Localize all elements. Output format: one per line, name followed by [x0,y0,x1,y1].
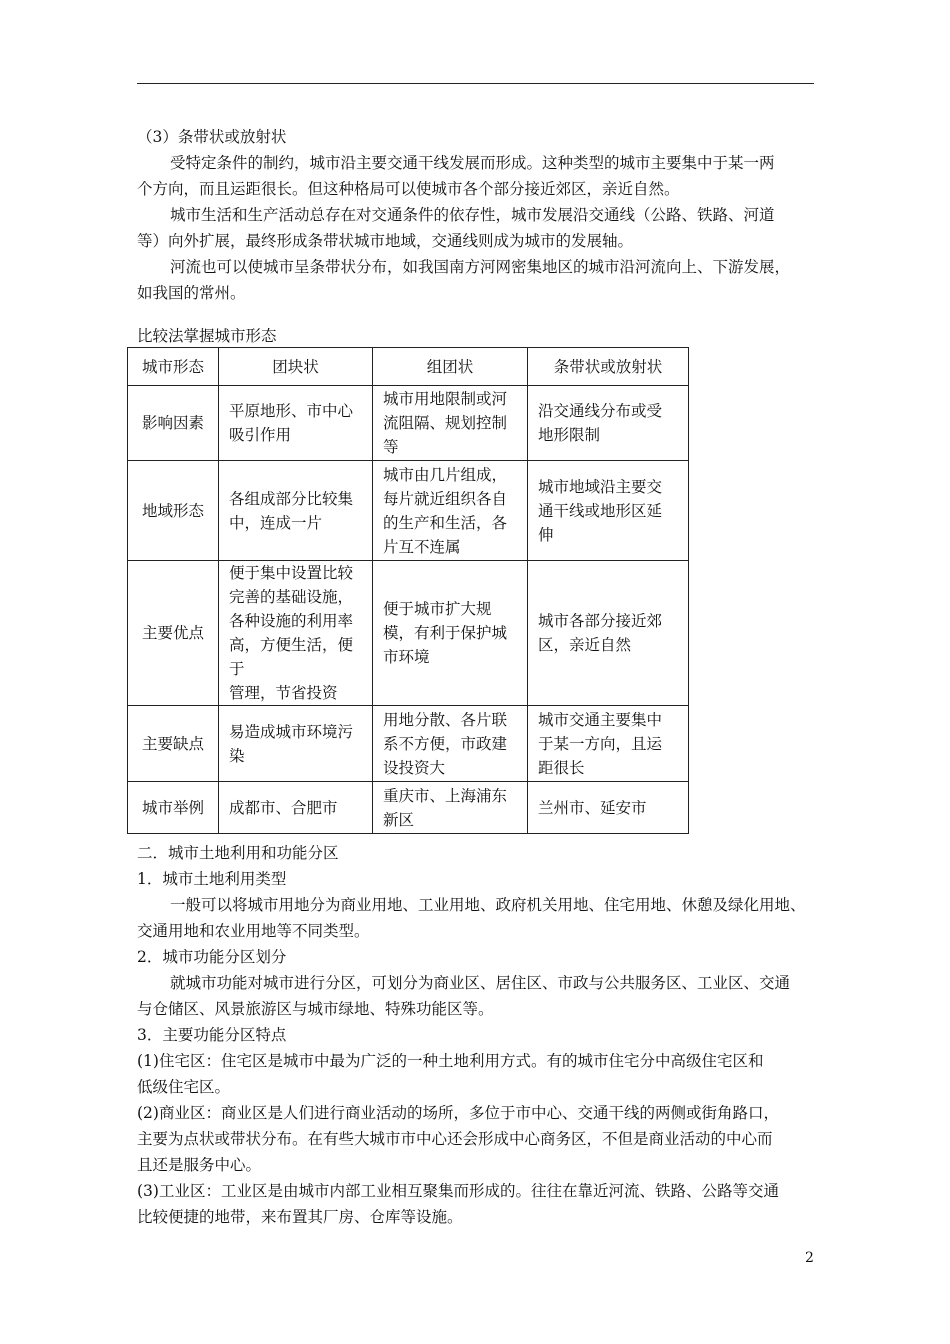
table-cell: 城市各部分接近郊 区，亲近自然 [528,561,689,706]
paragraph-line: 主要为点状或带状分布。在有些大城市市中心还会形成中心商务区，不但是商业活动的中心而 [137,1130,773,1148]
table-cell: 易造成城市环境污 染 [219,706,373,782]
paragraph-line: 低级住宅区。 [137,1078,231,1096]
paragraph-line: 个方向，而且运距很长。但这种格局可以使城市各个部分接近郊区，亲近自然。 [137,180,680,198]
table-cell: 城市用地限制或河 流阻隔、规划控制 等 [373,386,528,461]
table-row [128,706,689,782]
table-cell: 用地分散、各片联 系不方便，市政建 设投资大 [373,706,528,782]
paragraph-line: (2)商业区：商业区是人们进行商业活动的场所，多位于市中心、交通干线的两侧或街角路口， [137,1104,779,1122]
table-cell: 沿交通线分布或受 地形限制 [528,386,689,461]
row-label: 影响因素 [128,386,219,461]
paragraph-line: 交通用地和农业用地等不同类型。 [137,922,370,940]
header-cell: 条带状或放射状 [528,348,689,386]
paragraph-line: 城市生活和生产活动总存在对交通条件的依存性，城市发展沿交通线（公路、铁路、河道 [170,206,775,224]
row-label: 城市举例 [128,782,219,834]
header-cell: 组团状 [373,348,528,386]
paragraph-line: (1)住宅区：住宅区是城市中最为广泛的一种土地利用方式。有的城市住宅分中高级住宅区和 [137,1052,764,1070]
table-header-row [128,348,689,386]
table-row [128,461,689,561]
paragraph-line: (3)工业区：工业区是由城市内部工业相互聚集而形成的。往往在靠近河流、铁路、公路等交通 [137,1182,779,1200]
row-label: 主要缺点 [128,706,219,782]
part-2-text [137,840,827,1230]
table-cell: 成都市、合肥市 [219,782,373,834]
paragraph-line: 等）向外扩展，最终形成条带状城市地域，交通线则成为城市的发展轴。 [137,232,634,250]
header-cell: 城市形态 [128,348,219,386]
header-rule [137,83,814,84]
table-cell: 平原地形、市中心 吸引作用 [219,386,373,461]
subsection-heading: 3．主要功能分区特点 [137,1026,287,1044]
table-row [128,782,689,834]
paragraph-line: 比较便捷的地带，来布置其厂房、仓库等设施。 [137,1208,463,1226]
table-cell: 便于城市扩大规 模，有利于保护城 市环境 [373,561,528,706]
table-cell: 便于集中设置比较 完善的基础设施， 各种设施的利用率 高，方便生活，便于 管理，节省投资 [219,561,373,706]
comparison-table [127,347,689,834]
paragraph-line: 且还是服务中心。 [137,1156,262,1174]
paragraph-line: 一般可以将城市用地分为商业用地、工业用地、政府机关用地、住宅用地、休憩及绿化用地、 [170,896,806,914]
paragraph-line: 河流也可以使城市呈条带状分布，如我国南方河网密集地区的城市沿河流向上、下游发展， [170,258,791,276]
section-3-heading: （3）条带状或放射状 [137,128,287,146]
table-caption: 比较法掌握城市形态 [137,327,277,345]
table-cell: 城市地域沿主要交 通干线或地形区延 伸 [528,461,689,561]
table-cell: 重庆市、上海浦东 新区 [373,782,528,834]
section-3-text [137,124,827,306]
row-label: 主要优点 [128,561,219,706]
table-cell: 城市交通主要集中 于某一方向，且运 距很长 [528,706,689,782]
table-cell: 各组成部分比较集 中，连成一片 [219,461,373,561]
paragraph-line: 如我国的常州。 [137,284,246,302]
subsection-heading: 2．城市功能分区划分 [137,948,287,966]
table-cell: 城市由几片组成， 每片就近组织各自 的生产和生活，各 片互不连属 [373,461,528,561]
part-2-heading: 二．城市土地利用和功能分区 [137,844,339,862]
subsection-heading: 1．城市土地利用类型 [137,870,287,888]
paragraph-line: 就城市功能对城市进行分区，可划分为商业区、居住区、市政与公共服务区、工业区、交通 [170,974,791,992]
table-cell: 兰州市、延安市 [528,782,689,834]
header-cell: 团块状 [219,348,373,386]
row-label: 地域形态 [128,461,219,561]
table-row [128,561,689,706]
page-number: 2 [805,1250,814,1266]
paragraph-line: 受特定条件的制约，城市沿主要交通干线发展而形成。这种类型的城市主要集中于某一两 [170,154,775,172]
table-row [128,386,689,461]
paragraph-line: 与仓储区、风景旅游区与城市绿地、特殊功能区等。 [137,1000,494,1018]
